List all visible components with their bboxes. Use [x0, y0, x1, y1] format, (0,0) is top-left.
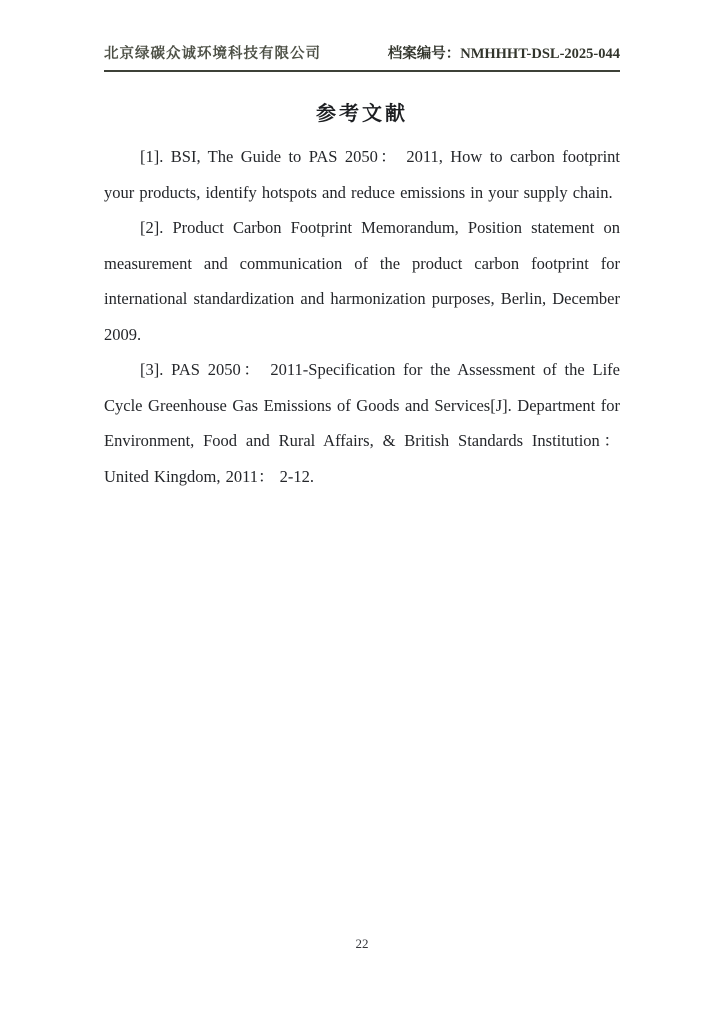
reference-item-1: [1]. BSI, The Guide to PAS 2050： 2011, How to carbon footprint your products, identify hotspots and reduce emissions in your supply chain. [104, 147, 620, 202]
archive-number-value: NMHHHT-DSL-2025-044 [460, 46, 620, 62]
page-content [104, 44, 620, 494]
page-title: 参考文献 [316, 103, 408, 125]
reference-item-3: [3]. PAS 2050： 2011-Specification for the Assessment of the Life Cycle Greenhouse Gas Emissions of Goods and Services[J]. Department for Environment, Food and Rural Affairs, & British Standards Institution： United Kingdom, 2011： 2-12. [104, 360, 620, 486]
page-number: 22 [355, 936, 369, 951]
company-name: 北京绿碳众诚环境科技有限公司 [104, 46, 321, 62]
archive-number-label: 档案编号： [387, 46, 461, 62]
reference-list [104, 139, 620, 494]
archive-number [388, 44, 620, 64]
reference-item-2: [2]. Product Carbon Footprint Memorandum, Position statement on measurement and communication of the product carbon footprint for international standardization and harmonization purposes, Berlin, December 2009. [104, 218, 620, 344]
page-header [104, 44, 620, 72]
